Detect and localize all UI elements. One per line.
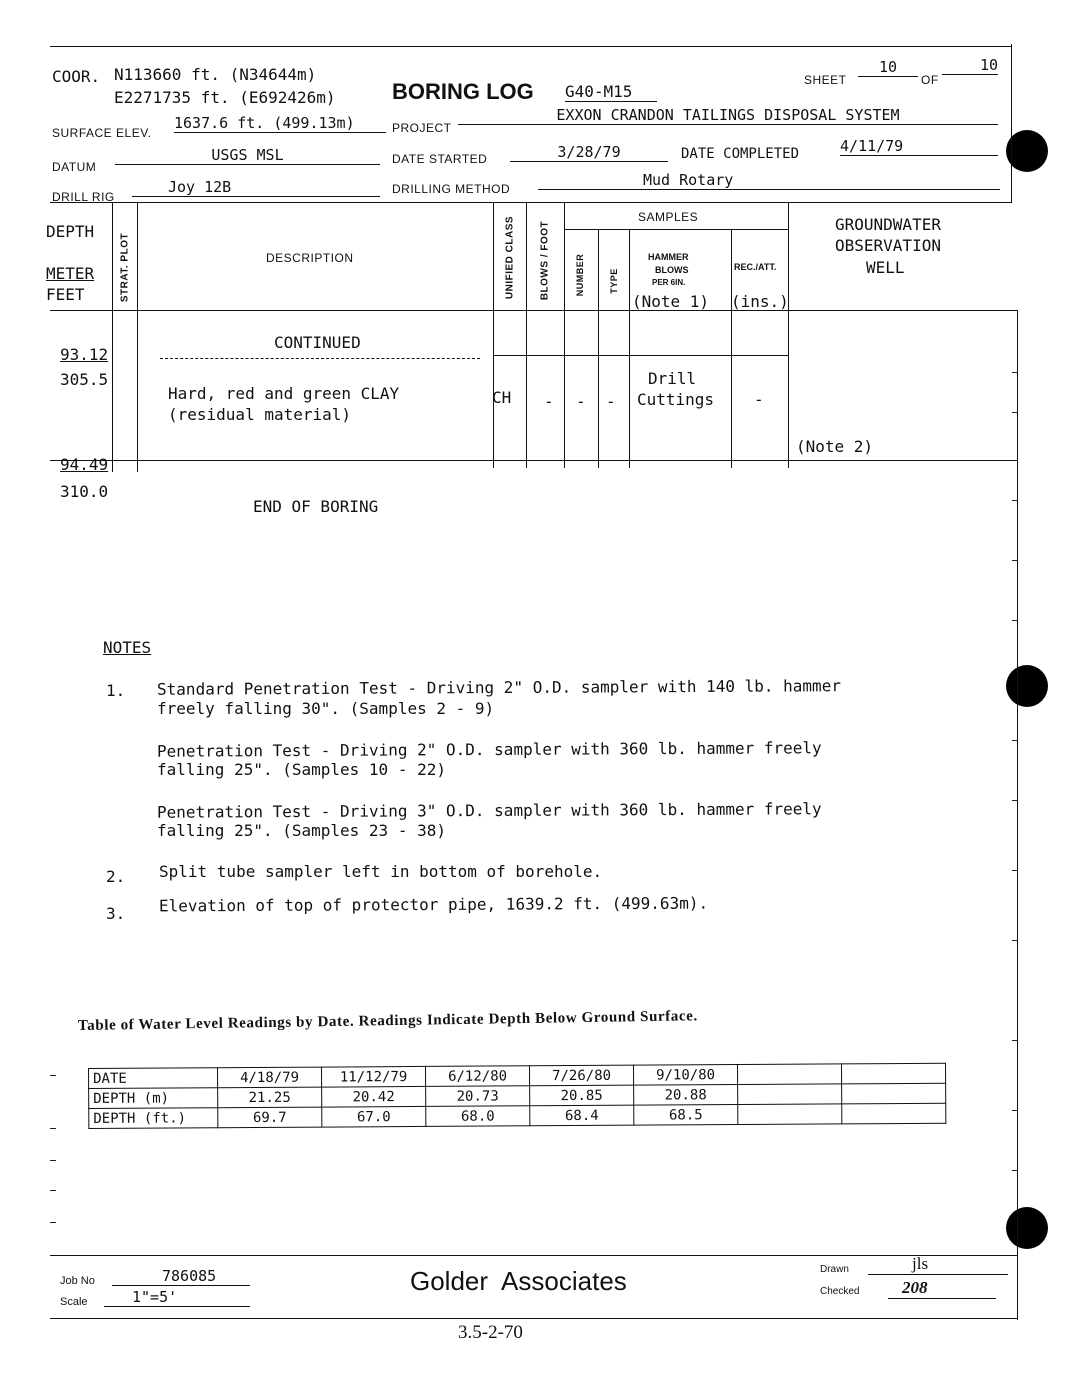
margin-tick: [1012, 500, 1018, 501]
of-label: OF: [921, 73, 939, 87]
hammer-value-2: Cuttings: [637, 390, 715, 409]
col-line-strat: [112, 202, 113, 472]
margin-tick: [1012, 1040, 1018, 1041]
continued-label: CONTINUED: [274, 333, 361, 352]
date-cell: 7/26/80: [529, 1065, 633, 1086]
project-value: EXXON CRANDON TAILINGS DISPOSAL SYSTEM: [458, 106, 998, 125]
col-line-class: [493, 202, 494, 468]
note-1-b-line-2: falling 25". (Samples 10 - 22): [157, 760, 446, 779]
drilling-method-label: DRILLING METHOD: [392, 182, 511, 196]
margin-tick: [1012, 940, 1018, 941]
col-header-depth: DEPTH: [46, 222, 95, 241]
number-value: -: [576, 392, 586, 411]
depth-ft-top: 305.5: [60, 370, 109, 389]
hammer-value-1: Drill: [648, 369, 697, 388]
frame-right-line: [1011, 44, 1012, 202]
gw-note: (Note 2): [796, 437, 874, 456]
sheet-total: 10: [942, 56, 998, 75]
row-label-depth-m: DEPTH (m): [89, 1088, 218, 1109]
depth-ft-cell: 68.0: [426, 1106, 530, 1127]
margin-tick: [1012, 870, 1018, 871]
drill-rig-value: Joy 12B: [132, 178, 380, 197]
notes-heading: NOTES: [103, 638, 152, 657]
job-number: 786085: [112, 1267, 250, 1286]
col-line-number: [564, 202, 565, 468]
date-started-value: 3/28/79: [510, 143, 668, 162]
water-table-caption: Table of Water Level Readings by Date. Readings Indicate Depth Below Ground Surface.: [77, 1008, 698, 1034]
col-line-blows: [526, 202, 527, 468]
surface-elev-value: 1637.6 ft. (499.13m): [174, 114, 386, 133]
col-line-hammer: [629, 229, 630, 468]
date-cell: 6/12/80: [425, 1066, 529, 1087]
depth-ft-cell: 68.4: [530, 1105, 634, 1126]
binder-hole-top: [1006, 130, 1048, 172]
company-name: Golder Associates: [410, 1266, 627, 1296]
depth-m-cell: 20.42: [322, 1086, 426, 1107]
depth-m-cell: 20.85: [530, 1085, 634, 1106]
date-cell: [737, 1064, 841, 1085]
margin-tick: [50, 1222, 56, 1223]
continued-dash-line: [160, 358, 480, 359]
date-completed-value: 4/11/79: [840, 137, 998, 156]
col-line-type: [598, 229, 599, 468]
job-label: Job No: [60, 1275, 95, 1287]
col-header-description: DESCRIPTION: [266, 251, 354, 265]
scale-label: Scale: [60, 1296, 88, 1308]
date-cell: 9/10/80: [633, 1065, 737, 1086]
depth-m-cell: 21.25: [218, 1087, 322, 1108]
margin-tick: [50, 1190, 56, 1191]
col-header-unified-class: UNIFIED CLASS: [504, 215, 516, 300]
row-label-date: DATE: [89, 1068, 218, 1089]
margin-tick: [50, 1160, 56, 1161]
table-header-bottom-line: [50, 310, 1018, 311]
drawn-label: Drawn: [820, 1264, 849, 1275]
drawn-value: jls: [868, 1254, 1008, 1275]
frame-top-line: [50, 46, 1012, 47]
sheet-number: 10: [858, 58, 918, 77]
end-of-boring: END OF BORING: [253, 497, 379, 516]
frame-right-line-lower: [1017, 310, 1018, 1320]
margin-tick: [1012, 1110, 1018, 1111]
note-1-c-line-2: falling 25". (Samples 23 - 38): [157, 821, 446, 840]
depth-ft-cell: 68.5: [634, 1105, 738, 1126]
rec-value: -: [754, 390, 764, 409]
depth-m-top: 93.12: [60, 345, 109, 364]
margin-tick: [1012, 372, 1018, 373]
depth-ft-cell: [738, 1104, 842, 1125]
margin-tick: [1012, 740, 1018, 741]
note-1-c-line-1: Penetration Test - Driving 3" O.D. sampler with 360 lb. hammer freely: [156, 799, 822, 822]
drilling-method-value: Mud Rotary: [538, 171, 1000, 190]
col-header-hammer-1: HAMMER: [648, 252, 689, 262]
footer-bottom-line: [50, 1318, 1018, 1319]
margin-tick: [1012, 620, 1018, 621]
type-value: -: [606, 392, 616, 411]
col-header-hammer-note: (Note 1): [632, 292, 710, 311]
margin-tick: [50, 1128, 56, 1129]
date-started-label: DATE STARTED: [392, 152, 488, 166]
table-top-line: [50, 202, 1012, 203]
description-line-1: Hard, red and green CLAY: [168, 384, 400, 403]
margin-tick: [1012, 800, 1018, 801]
col-header-samples: SAMPLES: [638, 210, 699, 224]
note-1-a-line-1: Standard Penetration Test - Driving 2" O.D. sampler with 140 lb. hammer: [156, 676, 841, 699]
note-3-number: 3.: [106, 904, 126, 923]
col-header-meter: METER: [46, 264, 95, 283]
datum-label: DATUM: [52, 160, 97, 174]
col-header-number: NUMBER: [575, 253, 585, 297]
margin-tick: [50, 1075, 56, 1076]
col-header-strat-plot: STRAT. PLOT: [119, 232, 131, 303]
note-1-number: 1.: [106, 681, 126, 700]
checked-value: 208: [888, 1278, 996, 1299]
depth-ft-cell: 67.0: [322, 1106, 426, 1127]
boring-log-title: BORING LOG: [392, 79, 534, 104]
col-header-hammer-2: BLOWS: [655, 265, 689, 275]
checked-label: Checked: [820, 1286, 860, 1297]
col-header-gw-3: WELL: [866, 258, 905, 277]
col-header-feet: FEET: [46, 285, 85, 304]
water-level-table: [88, 1063, 946, 1129]
note-1-b-line-1: Penetration Test - Driving 2" O.D. sampler with 360 lb. hammer freely: [156, 738, 822, 761]
col-header-gw-1: GROUNDWATER: [835, 215, 941, 234]
sheet-label: SHEET: [804, 73, 847, 87]
row-label-depth-ft: DEPTH (ft.): [89, 1108, 218, 1129]
surface-elev-label: SURFACE ELEV.: [52, 126, 152, 140]
depth-m-cell: 20.73: [426, 1086, 530, 1107]
margin-tick: [1012, 1170, 1018, 1171]
log-row-bottom-line: [50, 460, 1018, 461]
drill-rig-label: DRILL RIG: [52, 190, 115, 204]
depth-m-cell: [842, 1083, 946, 1104]
col-header-blows-foot: BLOWS / FOOT: [539, 220, 551, 301]
page-number: 3.5-2-70: [458, 1322, 523, 1343]
col-header-rec-att: REC./ATT.: [734, 262, 777, 272]
datum-value: USGS MSL: [115, 146, 380, 165]
depth-ft-bottom: 310.0: [60, 482, 109, 501]
col-line-gw: [788, 202, 789, 468]
col-header-hammer-3: PER 6IN.: [652, 278, 686, 287]
project-label: PROJECT: [392, 121, 452, 135]
date-cell: 11/12/79: [321, 1066, 425, 1087]
note-1-a-line-2: freely falling 30". (Samples 2 - 9): [157, 699, 495, 718]
depth-m-cell: [738, 1084, 842, 1105]
col-header-gw-2: OBSERVATION: [835, 236, 941, 255]
table-row: [89, 1103, 946, 1128]
unified-class-value: CH: [492, 388, 512, 407]
depth-m-bottom: 94.49: [60, 455, 109, 474]
col-header-type: TYPE: [609, 268, 619, 294]
description-line-2: (residual material): [168, 405, 352, 424]
date-cell: 4/18/79: [218, 1067, 322, 1088]
depth-ft-cell: 69.7: [218, 1107, 322, 1128]
depth-m-cell: 20.88: [634, 1085, 738, 1106]
scale-value: 1"=5': [104, 1288, 250, 1307]
date-cell: [841, 1063, 945, 1084]
depth-ft-cell: [842, 1103, 946, 1124]
binder-hole-bottom: [1006, 1207, 1048, 1249]
coord-label: COOR.: [52, 67, 101, 86]
margin-tick: [1012, 560, 1018, 561]
binder-hole-middle: [1006, 665, 1048, 707]
margin-tick: [1012, 412, 1018, 413]
date-completed-label: DATE COMPLETED: [681, 146, 800, 162]
note-3-text: Elevation of top of protector pipe, 1639.2 ft. (499.63m).: [158, 893, 709, 916]
col-line-rec: [731, 229, 732, 468]
blows-value: -: [544, 392, 554, 411]
col-line-desc: [137, 202, 138, 472]
continued-row-line: [493, 355, 789, 356]
col-header-rec-unit: (ins.): [731, 292, 789, 311]
coord-east: E2271735 ft. (E692426m): [114, 88, 336, 107]
note-2-text: Split tube sampler left in bottom of borehole.: [159, 862, 603, 881]
coord-north: N113660 ft. (N34644m): [114, 65, 317, 84]
boring-id: G40-M15: [565, 82, 657, 102]
note-2-number: 2.: [106, 867, 126, 886]
